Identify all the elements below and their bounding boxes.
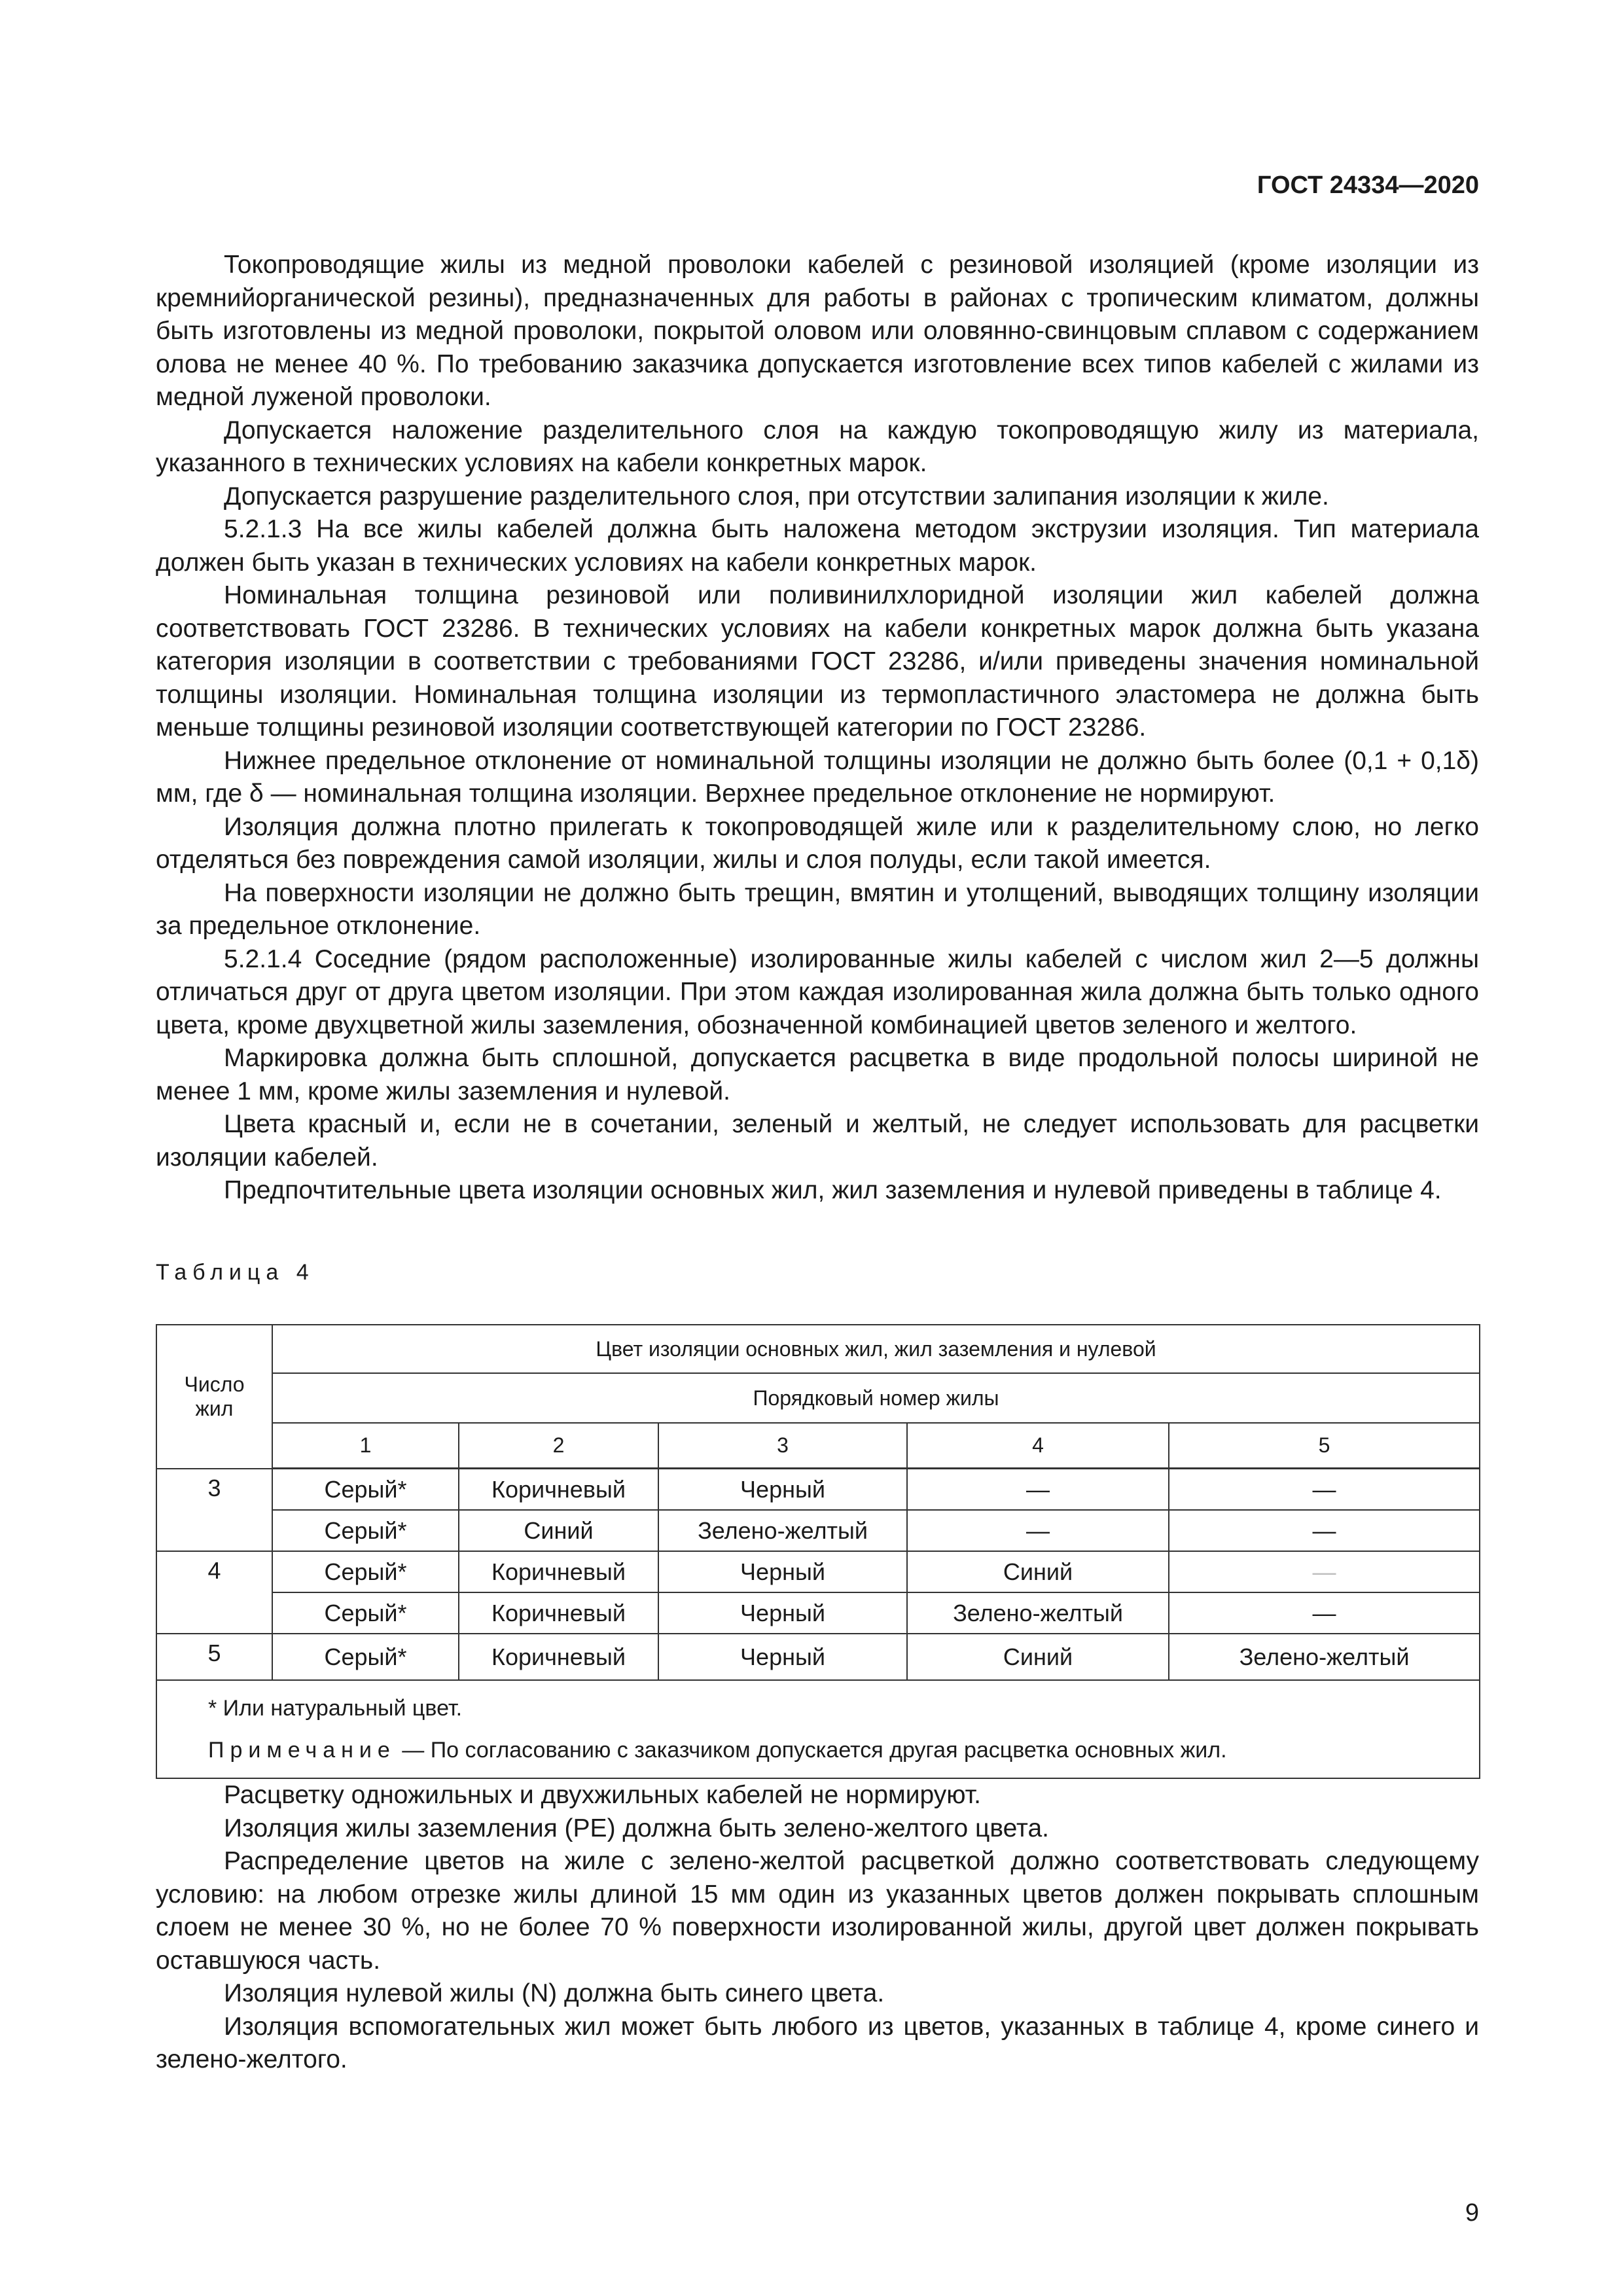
table-row	[156, 1551, 1480, 1592]
body-text-before-table	[156, 249, 1479, 1208]
table-cell: Черный	[658, 1634, 907, 1680]
table-cell: Синий	[459, 1510, 658, 1551]
note-label: Примечание	[208, 1738, 396, 1763]
paragraph: Изоляция вспомогательных жил может быть любого из цветов, указанных в таблице 4, кроме синего и зелено-желтого.	[156, 2012, 1479, 2073]
paragraph: Нижнее предельное отклонение от номинальной толщины изоляции не должно быть более (0,1 + 0,1δ) мм, где δ — номинальная толщина изоляции. Верхнее предельное отклонение не нормируют.	[156, 746, 1479, 808]
table-cell: Черный	[658, 1469, 907, 1511]
paragraph: Расцветку одножильных и двухжильных кабелей не нормируют.	[224, 1781, 982, 1809]
paragraph: Распределение цветов на жиле с зелено-желтой расцветкой должно соответствовать следующему условию: на любом отрезке жилы длиной 15 мм один из указанных цветов должен покрывать сплошным слоем не менее 30 %, но не более 70 % поверхности изолированной жилы, другой цвет должен покрывать оставшуюся часть.	[156, 1847, 1479, 1975]
table-footnote: * Или натуральный цвет.	[208, 1696, 463, 1721]
table-cell: —	[1169, 1592, 1480, 1634]
header-wire-number: 1	[272, 1423, 459, 1469]
header-wire-number: 2	[459, 1423, 658, 1469]
table-cell: Синий	[907, 1634, 1169, 1680]
table-cell: Зелено-желтый	[907, 1592, 1169, 1634]
table-caption: Таблица 4	[156, 1260, 315, 1285]
table-row	[156, 1634, 1480, 1680]
header-wire-number: 5	[1169, 1423, 1480, 1469]
header-wire-order: Порядковый номер жилы	[272, 1373, 1480, 1423]
header-wire-number: 4	[907, 1423, 1169, 1469]
table-cell: —	[907, 1469, 1169, 1511]
table-notes-row	[156, 1680, 1480, 1778]
wire-count-cell: 4	[156, 1551, 272, 1634]
table-cell: —	[907, 1510, 1169, 1551]
table-cell: Зелено-желтый	[658, 1510, 907, 1551]
table-cell: —	[1169, 1510, 1480, 1551]
note-text: — По согласованию с заказчиком допускается другая расцветка основных жил.	[395, 1738, 1227, 1763]
table-cell: Коричневый	[459, 1634, 658, 1680]
table-cell: Коричневый	[459, 1592, 658, 1634]
table-cell: Серый*	[272, 1469, 459, 1511]
table-cell: Черный	[658, 1551, 907, 1592]
table-note	[208, 1729, 1479, 1771]
table-row	[156, 1592, 1480, 1634]
header-wire-number: 3	[658, 1423, 907, 1469]
wire-count-cell: 3	[156, 1469, 272, 1552]
table-row	[156, 1469, 1480, 1511]
paragraph: Токопроводящие жилы из медной проволоки кабелей с резиновой изоляцией (кроме изоляции из кремнийорганической резины), предназначенных для работы в районах с тропическим климатом, должны быть изготовлены из медной проволоки, покрытой оловом или оловянно-свинцовым сплавом с содержанием олова не менее 40 %. По требованию заказчика допускается изготовление всех типов кабелей с жилами из медной луженой проволоки.	[156, 251, 1479, 411]
paragraph: 5.2.1.3 На все жилы кабелей должна быть наложена методом экструзии изоляция. Тип материала должен быть указан в технических условиях на кабели конкретных марок.	[156, 515, 1479, 577]
table-cell: Серый*	[272, 1634, 459, 1680]
table-row	[156, 1510, 1480, 1551]
document-code: ГОСТ 24334—2020	[1257, 171, 1479, 199]
paragraph: Изоляция жилы заземления (PE) должна быть зелено-желтого цвета.	[224, 1814, 1049, 1842]
header-color-group: Цвет изоляции основных жил, жил заземления и нулевой	[272, 1325, 1480, 1373]
wire-count-cell: 5	[156, 1634, 272, 1680]
body-text-after-table	[156, 1779, 1479, 2077]
header-wire-count: Число жил	[156, 1325, 272, 1469]
paragraph: Допускается наложение разделительного слоя на каждую токопроводящую жилу из материала, указанного в технических условиях на кабели конкретных марок.	[156, 416, 1479, 477]
table-cell: Коричневый	[459, 1469, 658, 1511]
table-cell: —	[1169, 1469, 1480, 1511]
paragraph: На поверхности изоляции не должно быть трещин, вмятин и утолщений, выводящих толщину изоляции за предельное отклонение.	[156, 878, 1479, 940]
paragraph: Цвета красный и, если не в сочетании, зеленый и желтый, не следует использовать для расцветки изоляции кабелей.	[156, 1110, 1479, 1172]
paragraph: Изоляция нулевой жилы (N) должна быть синего цвета.	[224, 1979, 885, 2007]
table-cell: Синий	[907, 1551, 1169, 1592]
wire-color-table	[156, 1324, 1480, 1779]
table-cell: Серый*	[272, 1551, 459, 1592]
paragraph: Маркировка должна быть сплошной, допускается расцветка в виде продольной полосы шириной не менее 1 мм, кроме жилы заземления и нулевой.	[156, 1044, 1479, 1105]
table-cell: Серый*	[272, 1510, 459, 1551]
table-cell: Серый*	[272, 1592, 459, 1634]
paragraph: 5.2.1.4 Соседние (рядом расположенные) изолированные жилы кабелей с числом жил 2—5 должны отличаться друг от друга цветом изоляции. При этом каждая изолированная жила должна быть только одного цвета, кроме двухцветной жилы заземления, обозначенной комбинацией цветов зеленого и желтого.	[156, 944, 1479, 1039]
table-notes	[156, 1680, 1480, 1778]
table-cell: Коричневый	[459, 1551, 658, 1592]
paragraph: Допускается разрушение разделительного слоя, при отсутствии залипания изоляции к жиле.	[224, 482, 1329, 511]
table-cell: Черный	[658, 1592, 907, 1634]
page-number: 9	[1465, 2199, 1479, 2227]
paragraph: Предпочтительные цвета изоляции основных жил, жил заземления и нулевой приведены в таблице 4.	[224, 1176, 1442, 1204]
paragraph: Изоляция должна плотно прилегать к токопроводящей жиле или к разделительному слою, но легко отделяться без повреждения самой изоляции, жилы и слоя полуды, если такой имеется.	[156, 812, 1479, 874]
table-cell: Зелено-желтый	[1169, 1634, 1480, 1680]
paragraph: Номинальная толщина резиновой или поливинилхлоридной изоляции жил кабелей должна соответствовать ГОСТ 23286. В технических условиях на кабели конкретных марок должна быть указана категория изоляции в соответствии с требованиями ГОСТ 23286, и/или приведены значения номинальной толщины изоляции. Номинальная толщина изоляции из термопластичного эластомера не должна быть меньше толщины резиновой изоляции соответствующей категории по ГОСТ 23286.	[156, 581, 1479, 742]
table-cell: —	[1169, 1551, 1480, 1592]
